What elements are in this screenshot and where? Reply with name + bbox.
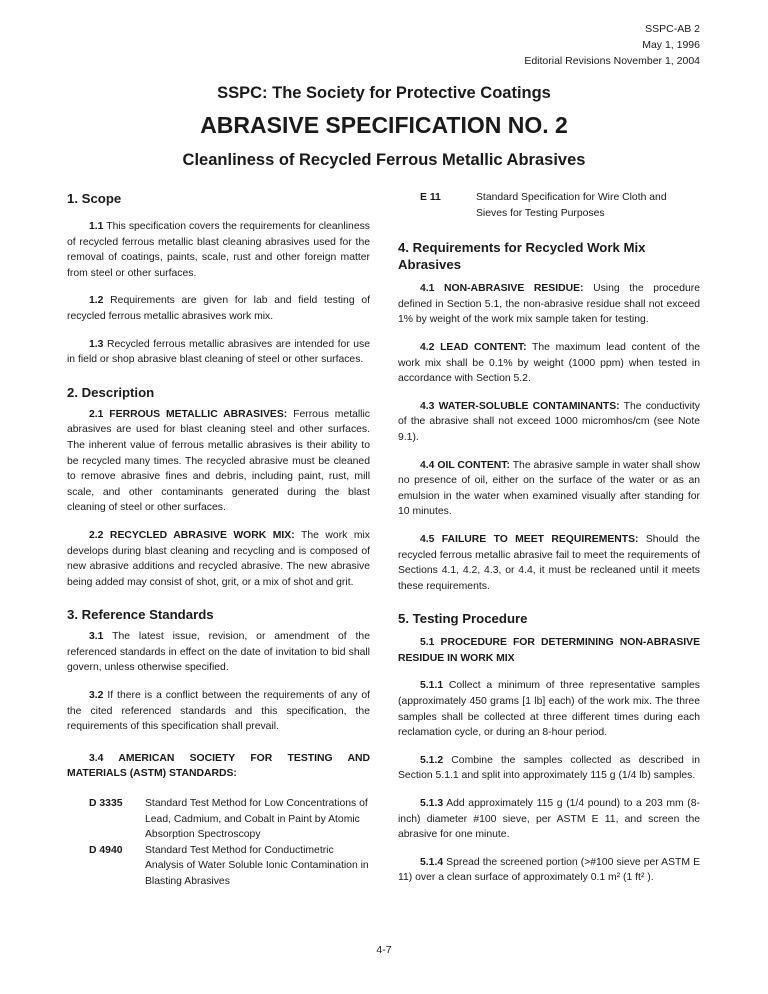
- paragraph-text: Add approximately 115 g (1/4 pound) to a 203 mm (8-inch) diameter #100 sieve, per ASTM E 11, and screen the abrasive for one minute.: [398, 798, 700, 841]
- document-header: [524, 21, 700, 69]
- paragraph-text: Recycled ferrous metallic abrasives are intended for use in field or shop abrasive blast cleaning of steel or other surfaces.: [67, 338, 370, 366]
- paragraph-text: Should the recycled ferrous metallic abrasive fail to meet the requirements of Sections 4.1, 4.2, 4.3, or 4.4, it must be recleaned until it meets these requirements.: [398, 533, 701, 592]
- paragraph-text: Ferrous metallic abrasives are used for blast cleaning steel and other surfaces. The inherent value of ferrous metallic abrasives is their ability to be recycled many times. The recycled abrasive must be cleaned to remove abrasive fines and debris, including paint, rust, mill scale, and other contaminants generated during the blast cleaning of steel or other surfaces.: [67, 408, 370, 514]
- paragraph-number: 5.1.2: [420, 754, 444, 766]
- reference-code: D 4940: [89, 844, 123, 856]
- paragraph-lead: 2.1 FERROUS METALLIC ABRASIVES:: [89, 408, 288, 420]
- paragraph-lead: 4.1 NON-ABRASIVE RESIDUE:: [420, 283, 584, 295]
- reference-item: [398, 190, 700, 221]
- right-column: [398, 190, 700, 898]
- doc-revision: Editorial Revisions November 1, 2004: [524, 55, 700, 67]
- page-number: 4-7: [376, 944, 392, 956]
- left-column: [67, 190, 370, 890]
- section-heading: 2. Description: [67, 384, 155, 400]
- paragraph: [67, 629, 370, 676]
- paragraph-text: Combine the samples collected as described in Section 5.1.1 and split into approximately 115 g (1/4 lb) samples.: [398, 754, 700, 782]
- paragraph-lead: 4.4 OIL CONTENT:: [420, 459, 510, 471]
- section-heading: 4. Requirements for Recycled Work Mix Abrasives: [398, 240, 646, 273]
- reference-item: [67, 796, 370, 843]
- doc-date: May 1, 1996: [642, 39, 700, 51]
- org-title: SSPC: The Society for Protective Coatings: [217, 84, 551, 102]
- paragraph-lead: 4.3 WATER-SOLUBLE CONTAMINANTS:: [420, 400, 620, 412]
- paragraph: [398, 796, 700, 843]
- paragraph: [398, 340, 700, 387]
- reference-item: [67, 843, 370, 890]
- section-heading: 5. Testing Procedure: [398, 611, 528, 627]
- paragraph-lead: 4.5 FAILURE TO MEET REQUIREMENTS:: [420, 533, 639, 545]
- reference-title: Standard Specification for Wire Cloth and Sieves for Testing Purposes: [476, 192, 667, 219]
- section-heading: 3. Reference Standards: [67, 607, 214, 623]
- paragraph-text: The maximum lead content of the work mix shall be 0.1% by weight (1000 ppm) when tested in accordance with Section 5.2.: [398, 341, 701, 385]
- paragraph-number: 5.1.3: [420, 798, 444, 810]
- paragraph-text: This specification covers the requirements for cleanliness of recycled ferrous metallic blast cleaning abrasives used for the removal of coatings, paints, scale, rust and other foreign matter from steel or other surfaces.: [67, 221, 370, 279]
- paragraph: [398, 281, 700, 328]
- paragraph: [398, 532, 700, 594]
- paragraph-text: The work mix develops during blast cleaning and recycling and is composed of new abrasive additions and recycled abrasive. The new abrasive being added may consist of shot, grit, or a mix of shot and grit.: [67, 529, 370, 588]
- paragraph: [67, 293, 370, 324]
- paragraph-number: 5.1.4: [420, 856, 444, 868]
- paragraph-text: If there is a conflict between the requirements of any of the cited referenced standards and this specification, the requirements of this specification shall prevail.: [67, 690, 371, 733]
- paragraph: [398, 753, 700, 784]
- paragraph-number: 3.2: [89, 690, 104, 702]
- paragraph-number: 5.1.1: [420, 680, 444, 692]
- paragraph: [67, 219, 370, 281]
- paragraph-text: Requirements are given for lab and field testing of recycled ferrous metallic abrasives work mix.: [67, 295, 370, 322]
- paragraph: [398, 458, 700, 520]
- paragraph: [398, 678, 700, 740]
- reference-title: Standard Test Method for Conductimetric Analysis of Water Soluble Ionic Contamination in Blasting Abrasives: [145, 844, 369, 887]
- spec-subtitle: Cleanliness of Recycled Ferrous Metallic Abrasives: [182, 151, 586, 169]
- paragraph-number: 3.1: [89, 631, 104, 643]
- paragraph: [67, 688, 370, 735]
- doc-id: SSPC-AB 2: [645, 23, 700, 35]
- paragraph: [398, 399, 700, 446]
- paragraph: [398, 855, 700, 886]
- paragraph-number: 1.1: [89, 221, 104, 232]
- paragraph: 3.4 AMERICAN SOCIETY FOR TESTING AND MATERIALS (ASTM) STANDARDS:: [67, 752, 370, 780]
- paragraph-number: 1.2: [89, 295, 104, 307]
- paragraph: [67, 407, 370, 516]
- paragraph-text: The latest issue, revision, or amendment of the referenced standards in effect on the date of invitation to bid shall govern, unless otherwise specified.: [67, 631, 370, 674]
- reference-code: E 11: [420, 192, 441, 203]
- paragraph: [67, 528, 370, 590]
- reference-title: Standard Test Method for Low Concentrations of Lead, Cadmium, and Cobalt in Paint by Atomic Absorption Spectroscopy: [145, 798, 368, 841]
- paragraph-number: 1.3: [89, 338, 104, 350]
- spec-title: ABRASIVE SPECIFICATION NO. 2: [200, 112, 568, 138]
- reference-code: D 3335: [89, 798, 123, 810]
- paragraph: [67, 337, 370, 368]
- paragraph: 5.1 PROCEDURE FOR DETERMINING NON-ABRASIVE RESIDUE IN WORK MIX: [398, 637, 700, 664]
- section-heading: 1. Scope: [67, 191, 122, 206]
- paragraph-lead: 4.2 LEAD CONTENT:: [420, 341, 527, 353]
- paragraph-text: Collect a minimum of three representative samples (approximately 450 grams [1 lb] each) of the work mix. The three samples shall be collected at three different times during each reclamation cycle, or during an 8-hour period.: [398, 680, 700, 739]
- paragraph-text: The abrasive sample in water shall show no presence of oil, either on the surface of the water or as an emulsion in the water when examined visually after standing for 10 minutes.: [398, 459, 701, 518]
- paragraph-text: Using the procedure defined in Section 5.1, the non-abrasive residue shall not exceed 1% by weight of the work mix sample taken for testing.: [398, 283, 700, 326]
- paragraph-text: Spread the screened portion (>#100 sieve per ASTM E 11) over a clean surface of approximately 0.1 m² (1 ft² ).: [398, 856, 700, 884]
- paragraph-text: The conductivity of the abrasive shall not exceed 1000 micromhos/cm (see Note 9.1).: [398, 400, 700, 443]
- paragraph-lead: 2.2 RECYCLED ABRASIVE WORK MIX:: [89, 529, 295, 541]
